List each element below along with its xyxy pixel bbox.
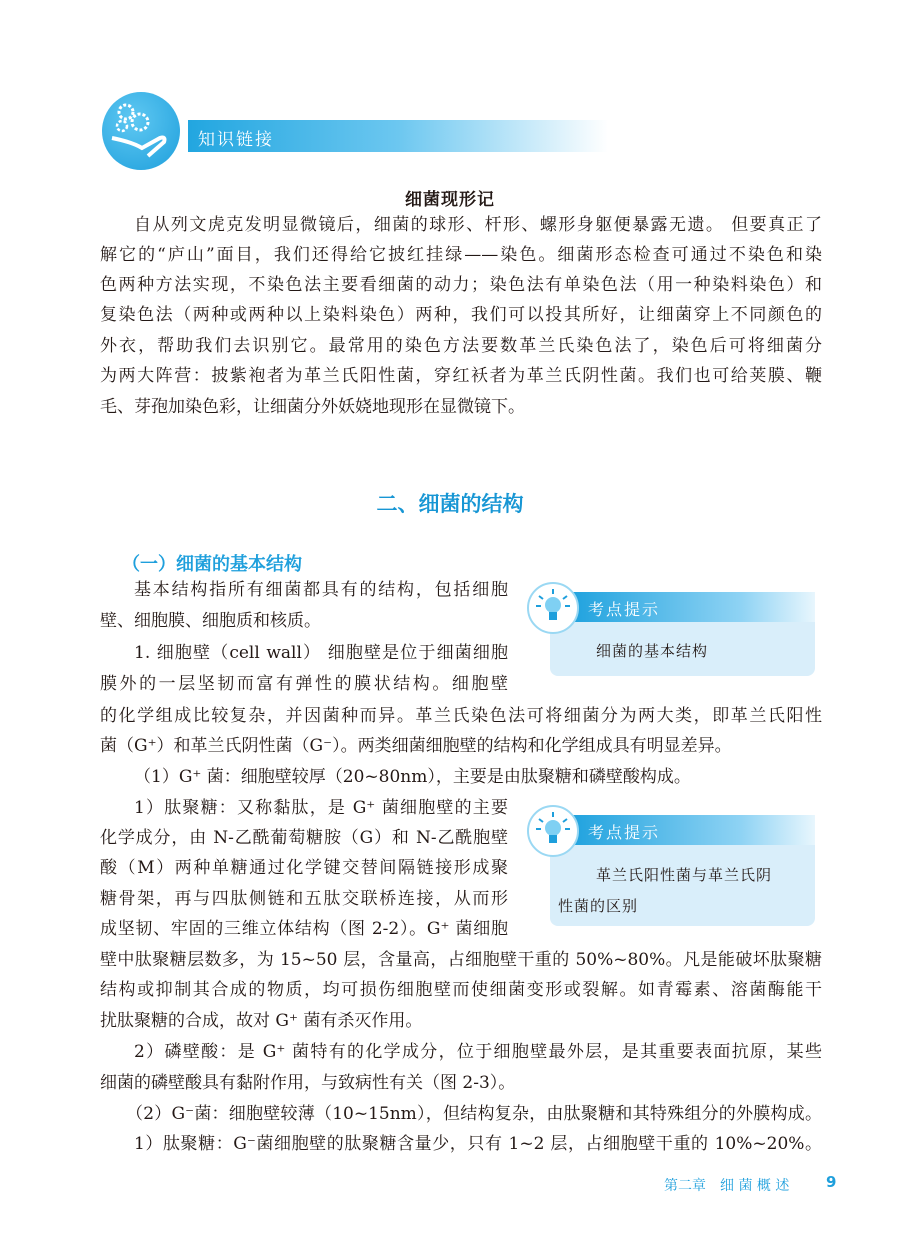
lightbulb-icon [527, 582, 579, 634]
lightbulb-icon [527, 805, 579, 857]
gear-hand-icon [102, 92, 180, 170]
body-line: 化学成分，由 N-乙酰葡萄糖胺（G）和 N-乙酰胞壁 [100, 828, 508, 848]
knowledge-text-line: 色两种方法实现，不染色法主要看细菌的动力；染色法有单染色法（用一种染料染色）和 [100, 275, 822, 295]
body-line: 菌（G⁺）和革兰氏阴性菌（G⁻）。两类细菌细胞壁的结构和化学组成具有明显差异。 [100, 736, 732, 756]
body-line: 1. 细胞壁（cell wall） 细胞壁是位于细菌细胞 [134, 643, 508, 663]
knowledge-text-line: 毛、芽孢加染色彩，让细菌分外妖娆地现形在显微镜下。 [100, 397, 525, 417]
body-line: 的化学组成比较复杂，并因菌种而异。革兰氏染色法可将细菌分为两大类，即革兰氏阳性 [100, 706, 822, 726]
knowledge-link-label: 知识链接 [198, 130, 274, 150]
body-line: 膜外的一层坚韧而富有弹性的膜状结构。细胞壁 [100, 674, 508, 694]
body-line: 壁、细胞膜、细胞质和核质。 [100, 611, 321, 631]
body-line: （1）G⁺ 菌：细胞壁较厚（20~80nm），主要是由肽聚糖和磷壁酸构成。 [134, 767, 691, 787]
page-number: 9 [826, 1173, 837, 1191]
knowledge-text-line: 复染色法（两种或两种以上染料染色）两种，我们可以投其所好，让细菌穿上不同颜色的 [100, 305, 822, 325]
exam-tip-label: 考点提示 [588, 600, 661, 619]
body-line: 壁中肽聚糖层数多，为 15~50 层，含量高，占细胞壁干重的 50%~80%。凡是能破坏肽聚糖 [100, 950, 822, 970]
exam-tip-label: 考点提示 [588, 823, 661, 842]
body-line: 1）肽聚糖：又称黏肽，是 G⁺ 菌细胞壁的主要 [134, 798, 508, 818]
exam-tip-header [570, 815, 815, 845]
body-line: 糖骨架，再与四肽侧链和五肽交联桥连接，从而形 [100, 889, 508, 909]
section-title: 二、细菌的结构 [376, 492, 524, 516]
body-line: 细菌的磷壁酸具有黏附作用，与致病性有关（图 2-3）。 [100, 1073, 516, 1093]
knowledge-link-title: 细菌现形记 [405, 190, 495, 210]
knowledge-link-header [188, 120, 608, 152]
exam-tip-text: 革兰氏阳性菌与革兰氏阴 [596, 866, 773, 884]
body-line: 扰肽聚糖的合成，故对 G⁺ 菌有杀灭作用。 [100, 1011, 423, 1031]
body-line: 1）肽聚糖：G⁻菌细胞壁的肽聚糖含量少，只有 1~2 层，占细胞壁干重的 10%~20%。 [134, 1134, 822, 1154]
exam-tip-header [570, 592, 815, 622]
exam-tip-text: 性菌的区别 [558, 897, 639, 915]
chapter-footer: 第二章 细 菌 概 述 [664, 1178, 790, 1194]
body-line: 2）磷壁酸：是 G⁺ 菌特有的化学成分，位于细胞壁最外层，是其重要表面抗原，某些 [134, 1042, 822, 1062]
knowledge-text-line: 为两大阵营：披紫袍者为革兰氏阳性菌，穿红袄者为革兰氏阴性菌。我们也可给荚膜、鞭 [100, 366, 822, 386]
body-line: （2）G⁻菌：细胞壁较薄（10~15nm），但结构复杂，由肽聚糖和其特殊组分的外膜构成。 [126, 1104, 822, 1124]
exam-tip-box [550, 815, 815, 926]
knowledge-text-line: 解它的“庐山”面目，我们还得给它披红挂绿——染色。细菌形态检查可通过不染色和染 [100, 245, 822, 265]
body-line: 结构或抑制其合成的物质，均可损伤细胞壁而使细菌变形或裂解。如青霉素、溶菌酶能干 [100, 980, 822, 1000]
body-line: 基本结构指所有细菌都具有的结构，包括细胞 [134, 580, 508, 600]
subsection-title: （一）细菌的基本结构 [122, 554, 302, 575]
exam-tip-box [550, 592, 815, 676]
knowledge-text-line: 自从列文虎克发明显微镜后，细菌的球形、杆形、螺形身躯便暴露无遗。 但要真正了 [134, 215, 822, 235]
body-line: 酸（M）两种单糖通过化学键交替间隔链接形成聚 [100, 858, 508, 878]
body-line: 成坚韧、牢固的三维立体结构（图 2-2）。G⁺ 菌细胞 [100, 919, 508, 939]
exam-tip-text: 细菌的基本结构 [596, 642, 709, 660]
knowledge-text-line: 外衣，帮助我们去识别它。最常用的染色方法要数革兰氏染色法了，染色后可将细菌分 [100, 336, 822, 356]
